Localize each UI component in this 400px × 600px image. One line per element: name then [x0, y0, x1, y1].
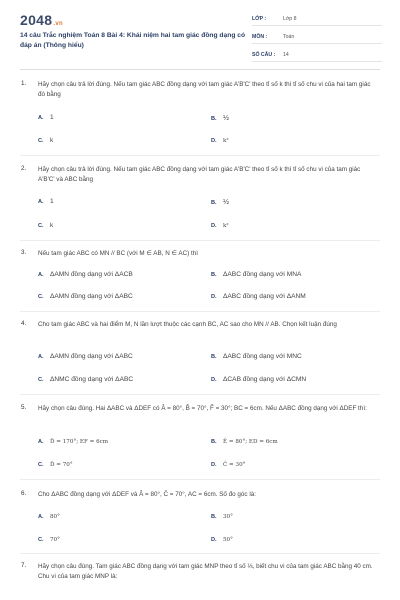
question-text: Hãy chọn câu trả lời đúng. Nếu tam giác ABC đồng dạng với tam giác A'B'C' theo tỉ số k thì tỉ số chu vi của hai tam giác đó bằng	[38, 81, 371, 98]
meta-row-count	[252, 49, 382, 62]
option-a[interactable]: A. 80°	[38, 514, 60, 520]
question-text: Nếu tam giác ABC có MN // BC (với M ∈ AB, N ∈ AC) thì	[38, 250, 198, 257]
question-divider	[20, 479, 380, 480]
question-divider	[20, 394, 380, 395]
option-c[interactable]: C. D̂ = 70°	[38, 462, 73, 468]
question-number: 2.	[21, 165, 27, 172]
option-b[interactable]: B. ΔABC đồng dạng với MNA	[211, 271, 302, 278]
option-a[interactable]: A. D̂ = 170°; EF = 6cm	[38, 439, 109, 445]
logo[interactable]: 2048.vn	[20, 12, 63, 28]
header	[0, 0, 400, 70]
question-divider	[20, 155, 380, 156]
page-title: 14 câu Trắc nghiệm Toán 8 Bài 4: Khái niệm hai tam giác đồng dạng có đáp án (Thông hiểu)	[20, 32, 246, 49]
option-d[interactable]: D. ΔABC đồng dạng với ΔANM	[211, 293, 306, 300]
question-divider	[20, 311, 380, 312]
option-b[interactable]: B. Ê = 80°; ED = 6cm	[211, 439, 278, 445]
question-text: Hãy chọn câu đúng. Tam giác ABC đồng dạng với tam giác MNP theo tỉ số ⅓, biết chu vi của tam giác ABC bằng 40 cm. Chu vi của tam giác MNP là:	[38, 563, 373, 580]
option-d[interactable]: D. ΔCAB đồng dạng với ΔCMN	[211, 376, 307, 383]
meta-value: Lớp 8	[283, 16, 297, 22]
option-d[interactable]: D. Ĉ = 30°	[211, 462, 246, 468]
meta-row-class	[252, 13, 382, 26]
meta-key: MÔN :	[252, 34, 268, 40]
question-number: 7.	[21, 562, 27, 569]
option-d[interactable]: D. 50°	[211, 537, 233, 543]
question-text: Hãy chọn câu trả lời đúng. Nếu tam giác ABC đồng dạng với tam giác A'B'C' theo tỉ số k thì tỉ số chu vi của tam giác A'B'C' và ABC bằng	[38, 166, 361, 183]
option-b[interactable]: B. ΔABC đồng dạng với MNC	[211, 353, 302, 360]
meta-table	[252, 13, 382, 67]
option-d[interactable]: D. k²	[211, 223, 229, 229]
meta-key: LỚP :	[252, 16, 267, 22]
option-c[interactable]: C. ΔAMN đồng dạng với ΔABC	[38, 293, 133, 300]
meta-value: Toán	[283, 34, 295, 40]
question-number: 4.	[21, 320, 27, 327]
option-b[interactable]: B. ½	[211, 197, 229, 206]
option-c[interactable]: C. k	[38, 137, 54, 144]
question-divider	[20, 240, 380, 241]
option-b[interactable]: B. 30°	[211, 514, 233, 520]
meta-value: 14	[283, 52, 289, 58]
option-a[interactable]: A. 1	[38, 114, 54, 121]
question-number: 1.	[21, 80, 27, 87]
question-number: 3.	[21, 249, 27, 256]
question-text: Cho tam giác ABC và hai điểm M, N lần lượt thuộc các cạnh BC, AC sao cho MN // AB. Chọn kết luận đúng	[38, 321, 337, 328]
option-a[interactable]: A. ΔAMN đồng dạng với ΔABC	[38, 353, 133, 360]
option-d[interactable]: D. k²	[211, 138, 229, 144]
header-divider	[20, 69, 380, 70]
meta-key: SỐ CÂU :	[252, 52, 276, 58]
meta-row-subject	[252, 31, 382, 44]
option-c[interactable]: C. k	[38, 222, 54, 229]
option-c[interactable]: C. ΔNMC đồng dạng với ΔABC	[38, 376, 134, 383]
question-divider	[20, 553, 380, 554]
option-a[interactable]: A. ΔAMN đồng dạng với ΔACB	[38, 271, 133, 278]
option-c[interactable]: C. 70°	[38, 537, 60, 543]
question-text: Hãy chọn câu đúng. Hai ΔABC và ΔDEF có Â = 80°, B̂ = 70°, F̂ = 30°; BC = 6cm. Nếu ΔABC đồng dạng với ΔDEF thì:	[38, 405, 367, 412]
question-text: Cho ΔABC đồng dạng với ΔDEF và Â = 80°, Ĉ = 70°, AC = 6cm. Số đo góc là:	[38, 491, 256, 498]
option-b[interactable]: B. ½	[211, 113, 229, 122]
question-number: 6.	[21, 490, 27, 497]
option-a[interactable]: A. 1	[38, 198, 54, 205]
question-number: 5.	[21, 404, 27, 411]
